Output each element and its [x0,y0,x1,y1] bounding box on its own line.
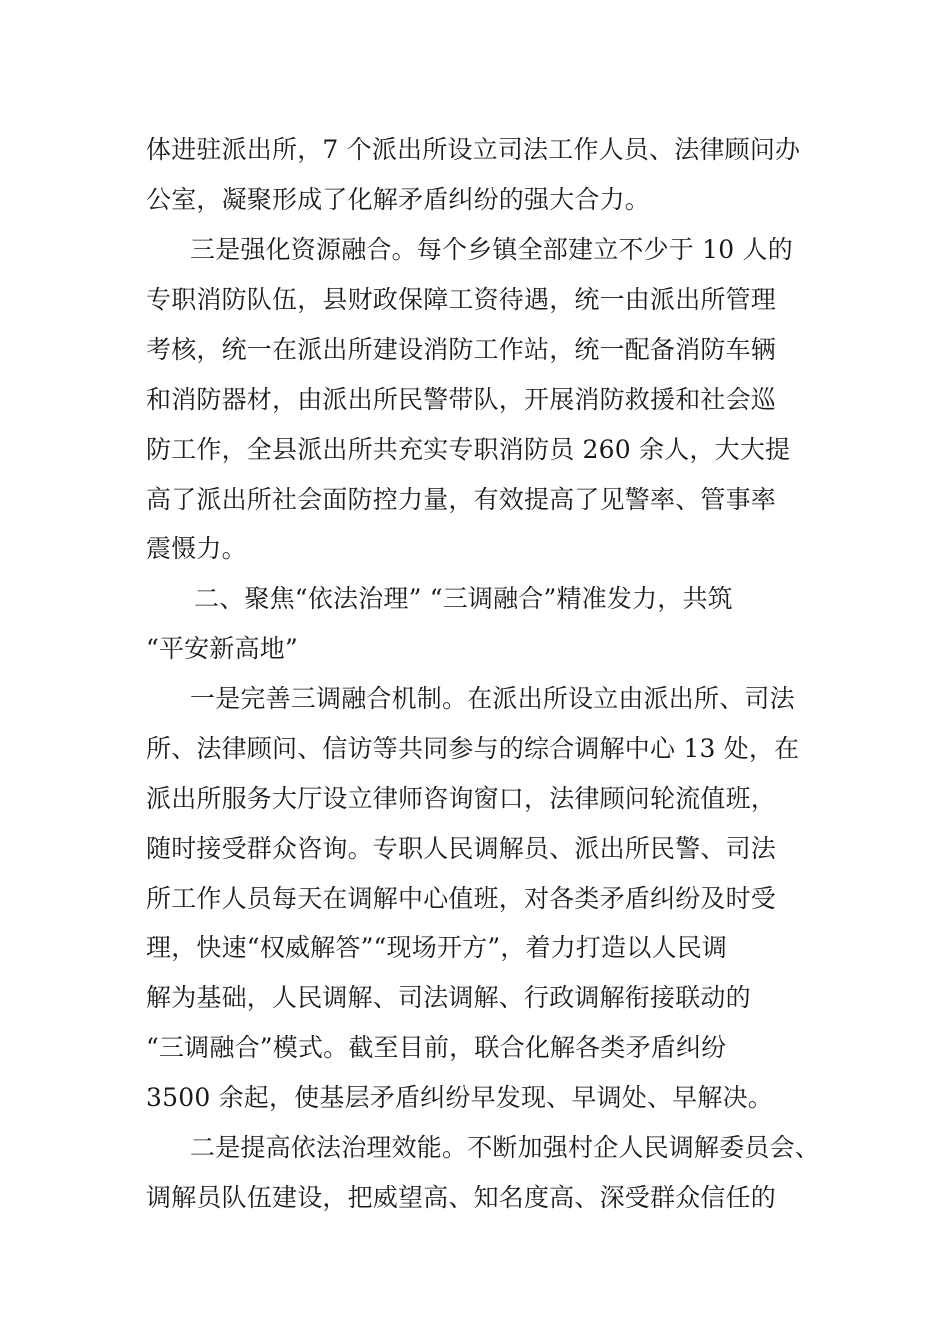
text-line: 所工作人员每天在调解中心值班，对各类矛盾纠纷及时受 [146,884,777,913]
section-heading-continued: “平安新高地” [146,634,298,663]
text-line: 调解员队伍建设，把威望高、知名度高、深受群众信任的 [146,1183,777,1212]
text-line: 体进驻派出所，7 个派出所设立司法工作人员、法律顾问办 [146,135,801,164]
text-line: 所、法律顾问、信访等共同参与的综合调解中心 13 处，在 [146,734,800,763]
paragraph-start-line: 三是强化资源融合。每个乡镇全部建立不少于 10 人的 [190,235,793,264]
text-line: 解为基础，人民调解、司法调解、行政调解衔接联动的 [146,983,751,1012]
text-line: 和消防器材，由派出所民警带队，开展消防救援和社会巡 [146,385,777,414]
text-line: 派出所服务大厅设立律师咨询窗口，法律顾问轮流值班， [146,784,777,813]
text-line: 防工作，全县派出所共充实专职消防员 260 余人，大大提 [146,435,791,464]
text-line: “三调融合”模式。截至目前，联合化解各类矛盾纠纷 [146,1033,727,1062]
text-line: 考核，统一在派出所建设消防工作站，统一配备消防车辆 [146,335,777,364]
text-line: 3500 余起，使基层矛盾纠纷早发现、早调处、早解决。 [146,1083,773,1112]
text-line: 震慑力。 [146,534,247,563]
text-line: 专职消防队伍，县财政保障工资待遇，统一由派出所管理 [146,285,777,314]
text-line: 公室，凝聚形成了化解矛盾纠纷的强大合力。 [146,185,651,214]
text-line: 理，快速“权威解答”“现场开方”，着力打造以人民调 [146,933,728,962]
paragraph-start-line: 一是完善三调融合机制。在派出所设立由派出所、司法 [190,684,795,713]
paragraph-start-line: 二是提高依法治理效能。不断加强村企人民调解委员会、 [190,1133,821,1162]
section-heading: 二、聚焦“依法治理” “三调融合”精准发力，共筑 [194,584,733,613]
text-line: 高了派出所社会面防控力量，有效提高了见警率、管事率 [146,485,777,514]
text-line: 随时接受群众咨询。专职人民调解员、派出所民警、司法 [146,834,777,863]
